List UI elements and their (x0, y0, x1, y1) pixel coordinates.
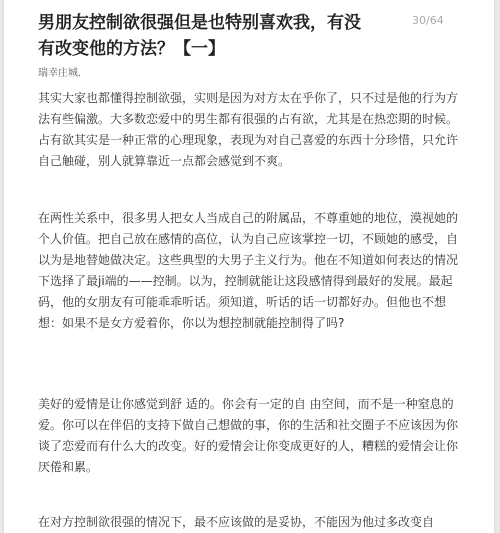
article-title: 男朋友控制欲很强但是也特别喜欢我，有没有改变他的方法？【一】 (38, 13, 361, 59)
document-page (4, 0, 494, 533)
paragraph-1: 其实大家也都懂得控制欲强，实则是因为对方太在乎你了，只不过是他的行为方法有些偏激。大多数恋爱中的男生都有很强的占有欲，尤其是在热恋期的时候。占有欲其实是一种正常的心理现象，表现为对自己喜爱的东西十分珍惜，只允许自己触碰，别人就算靠近一点都会感觉到不爽。 (38, 91, 459, 168)
paragraph-3: 美好的爱情是让你感觉到舒 适的。你会有一定的自 由空间，而不是一种窒息的爱。你可以在伴侣的支持下做自己想做的事，你的生活和社交圈子不应该因为你谈了恋爱而有什么大的改变。好的爱情会让你变成更好的人，糟糕的爱情会让你厌倦和累。 (38, 397, 459, 474)
author-name: 瑞幸庄城. (38, 68, 82, 79)
paragraph-2: 在两性关系中，很多男人把女人当成自己的附属品，不尊重她的地位，漠视她的个人价值。把自己放在感情的高位，认为自己应该掌控一切，不顾她的感受，自以为是地替她做决定。这些典型的大男子主义行为。他在不知道如何表达的情况下选择了最ji端的——控制。以为，控制就能让这段感情得到最好的发展。最起码，他的女朋友有可能乖乖听话。须知道，听话的话一切都好办。但他也不想想：如果不是女方爱着你，你以为想控制就能控制得了吗? (38, 211, 459, 330)
paragraph-4: 在对方控制欲很强的情况下，最不应该做的是妥协，不能因为他过多改变自 (38, 515, 435, 529)
page-indicator: 30/64 (412, 14, 444, 27)
